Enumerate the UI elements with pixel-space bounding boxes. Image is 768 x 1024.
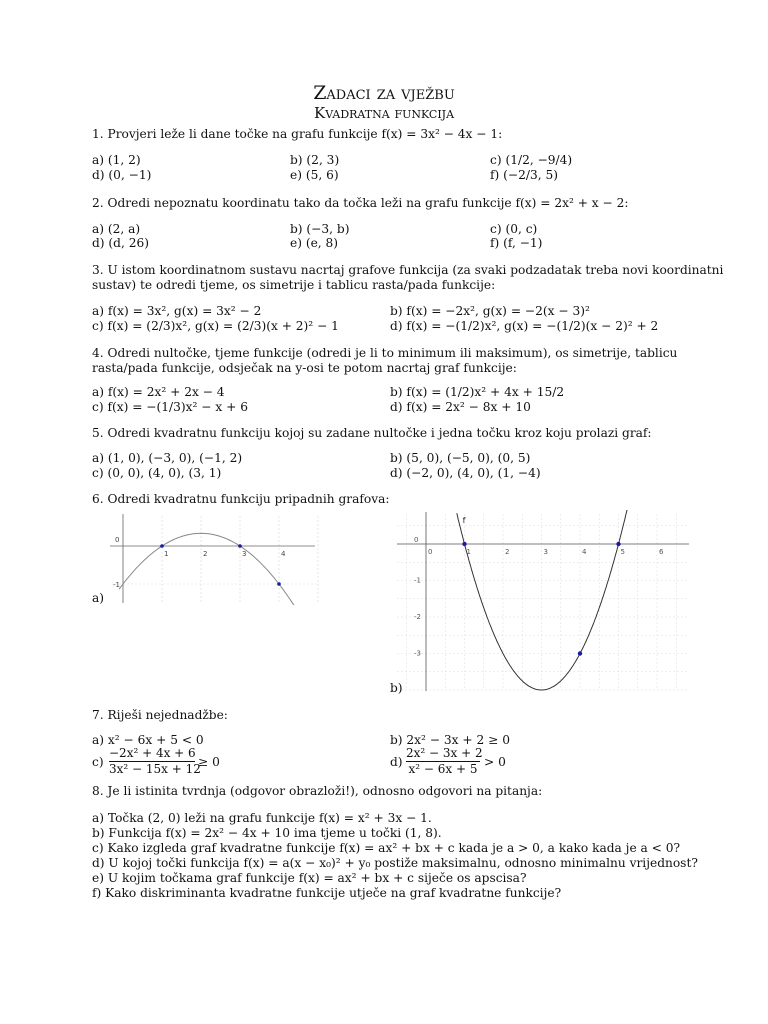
y-tick-label: 0: [414, 536, 419, 544]
q4-item-c: c) f(x) = −(1/3)x² − x + 6: [92, 400, 248, 414]
graph-point: [462, 542, 466, 546]
q7-c-fraction: [109, 746, 201, 776]
question-7-text: 7. Riješi nejednadžbe:: [92, 708, 228, 722]
question-4-text-line2: rasta/pada funkcije, odsječak na y-osi te potom nacrtaj graf funkcije:: [92, 361, 517, 375]
y-tick-label: -2: [414, 613, 421, 621]
graph-b-label: b): [390, 681, 403, 695]
q8-item-d: d) U kojoj točki funkcija f(x) = a(x − x₀)² + y₀ postiže maksimalnu, odnosno minimalnu vrijednost?: [92, 856, 698, 870]
x-tick-label: 6: [659, 548, 664, 556]
x-tick-label: 3: [543, 548, 548, 556]
q7-item-a: a) x² − 6x + 5 < 0: [92, 733, 204, 747]
page-subtitle: Kvadratna funkcija: [313, 104, 455, 122]
x-tick-label: 3: [242, 550, 247, 558]
q7-c-relation: ≥ 0: [198, 755, 220, 769]
y-tick-label: -1: [113, 581, 120, 589]
x-tick-label: 2: [505, 548, 510, 556]
y-tick-label: -1: [414, 576, 421, 585]
function-label: f: [462, 516, 466, 525]
q2-item-b: b) (−3, b): [290, 222, 350, 236]
q8-item-b: b) Funkcija f(x) = 2x² − 4x + 10 ima tjeme u točki (1, 8).: [92, 826, 442, 840]
q7-d-relation: > 0: [484, 755, 506, 769]
q3-item-d: d) f(x) = −(1/2)x², g(x) = −(1/2)(x − 2)² + 2: [390, 319, 659, 333]
graph-point: [277, 582, 281, 586]
x-tick-label: 0: [115, 536, 120, 544]
graph-b-svg: [393, 510, 691, 692]
q5-item-a: a) (1, 0), (−3, 0), (−1, 2): [92, 451, 243, 465]
question-4-text-line1: 4. Odredi nultočke, tjeme funkcije (odredi je li to minimum ili maksimum), os simetrije, tablicu: [92, 346, 678, 360]
q2-item-e: e) (e, 8): [290, 236, 339, 250]
q8-item-f: f) Kako diskriminanta kvadratne funkcije utječe na graf kvadratne funkcije?: [92, 886, 562, 900]
question-3-text-line2: sustav) te odredi tjeme, os simetrije i tablicu rasta/pada funkcije:: [92, 278, 496, 292]
q5-item-b: b) (5, 0), (−5, 0), (0, 5): [390, 451, 531, 465]
parabola-a: [119, 533, 302, 605]
question-5-text: 5. Odredi kvadratnu funkciju kojoj su zadane nultočke i jedna točku kroz koju prolazi graf:: [92, 426, 652, 440]
x-tick-label: 5: [620, 548, 625, 556]
q5-item-c: c) (0, 0), (4, 0), (3, 1): [92, 466, 222, 480]
x-tick-label: 1: [164, 550, 169, 558]
q3-item-a: a) f(x) = 3x², g(x) = 3x² − 2: [92, 304, 262, 318]
question-1-text: 1. Provjeri leže li dane točke na grafu funkcije f(x) = 3x² − 4x − 1:: [92, 127, 503, 141]
graph-a-label: a): [92, 591, 105, 605]
y-tick-label: -3: [414, 649, 421, 658]
q7-d-numerator: 2x² − 3x + 2: [406, 746, 483, 760]
q8-item-c: c) Kako izgleda graf kvadratne funkcije f(x) = ax² + bx + c kada je a > 0, a kako kada je a < 0?: [92, 841, 681, 855]
q1-item-f: f) (−2/3, 5): [490, 168, 558, 182]
q5-item-d: d) (−2, 0), (4, 0), (1, −4): [390, 466, 541, 480]
x-tick-label: 1: [466, 548, 471, 556]
question-8-text: 8. Je li istinita tvrdnja (odgovor obrazloži!), odnosno odgovori na pitanja:: [92, 784, 543, 798]
question-2-text: 2. Odredi nepoznatu koordinatu tako da točka leži na grafu funkcije f(x) = 2x² + x − 2:: [92, 196, 629, 210]
graph-point: [238, 544, 242, 548]
q2-item-a: a) (2, a): [92, 222, 141, 236]
graph-point: [160, 544, 164, 548]
q2-item-f: f) (f, −1): [490, 236, 543, 250]
q7-item-b: b) 2x² − 3x + 2 ≥ 0: [390, 733, 510, 747]
graph-a-svg: [108, 510, 323, 605]
q1-item-e: e) (5, 6): [290, 168, 339, 182]
q2-item-d: d) (d, 26): [92, 236, 149, 250]
q1-item-d: d) (0, −1): [92, 168, 152, 182]
q1-item-b: b) (2, 3): [290, 153, 340, 167]
q2-item-c: c) (0, c): [490, 222, 538, 236]
q8-item-a: a) Točka (2, 0) leži na grafu funkcije f(x) = x² + 3x − 1.: [92, 811, 432, 825]
q3-item-c: c) f(x) = (2/3)x², g(x) = (2/3)(x + 2)² − 1: [92, 319, 339, 333]
x-tick-label: 0: [428, 548, 433, 556]
q4-item-d: d) f(x) = 2x² − 8x + 10: [390, 400, 531, 414]
q7-c-numerator: −2x² + 4x + 6: [109, 746, 196, 760]
q7-d-denominator: x² − 6x + 5: [408, 762, 478, 776]
graph-a: [108, 510, 323, 605]
graph-point: [578, 651, 582, 655]
page-title: Zadaci za vježbu: [313, 82, 455, 104]
question-6-text: 6. Odredi kvadratnu funkciju pripadnih grafova:: [92, 492, 390, 506]
q7-d-fraction: [406, 746, 483, 776]
q7-item-c-prefix: c): [92, 755, 104, 769]
x-tick-label: 4: [281, 550, 286, 558]
x-tick-label: 2: [203, 550, 208, 558]
q4-item-a: a) f(x) = 2x² + 2x − 4: [92, 385, 225, 399]
q7-c-denominator: 3x² − 15x + 12: [109, 762, 201, 776]
graph-b: [393, 510, 691, 692]
question-3-text-line1: 3. U istom koordinatnom sustavu nacrtaj grafove funkcija (za svaki podzadatak treba novi koordinatni: [92, 263, 724, 277]
x-tick-label: 4: [582, 548, 587, 556]
q8-item-e: e) U kojim točkama graf funkcije f(x) = ax² + bx + c siječe os apscisa?: [92, 871, 527, 885]
q1-item-a: a) (1, 2): [92, 153, 141, 167]
q1-item-c: c) (1/2, −9/4): [490, 153, 573, 167]
parabola-b: [457, 510, 628, 690]
q4-item-b: b) f(x) = (1/2)x² + 4x + 15/2: [390, 385, 565, 399]
q3-item-b: b) f(x) = −2x², g(x) = −2(x − 3)²: [390, 304, 590, 318]
q7-item-d-prefix: d): [390, 755, 403, 769]
graph-point: [616, 542, 620, 546]
